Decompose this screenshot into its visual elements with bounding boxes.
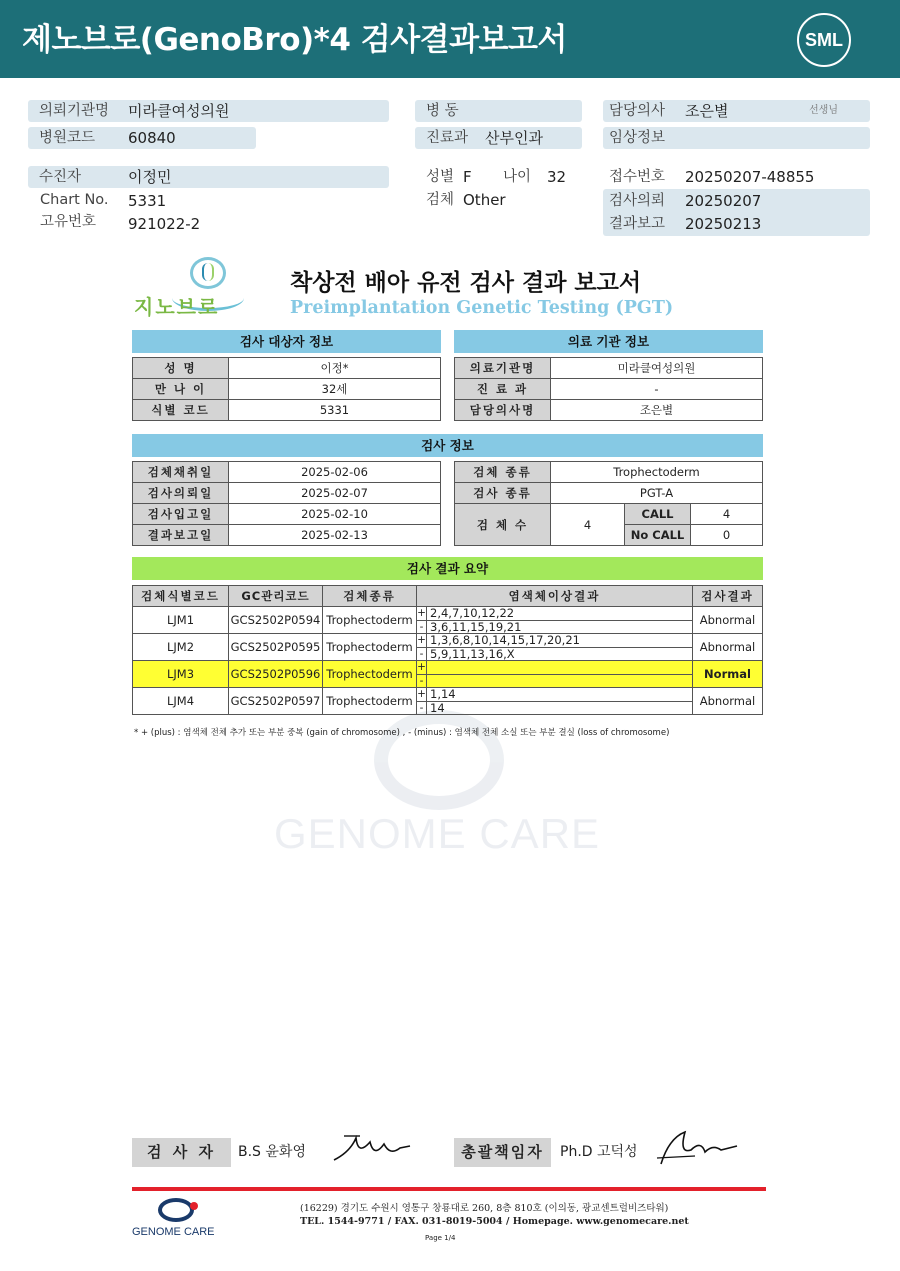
- doctor-box: [603, 100, 870, 122]
- call-value: 4: [691, 504, 763, 525]
- gain-list: 1,14: [430, 687, 456, 701]
- sex-label: 성별: [426, 169, 455, 185]
- specimen-type-cell: Trophectoderm: [323, 607, 417, 634]
- col-result: 검사결과: [693, 586, 763, 607]
- subject-age-label: 만 나 이: [133, 379, 229, 400]
- hospital-code-box: [28, 127, 256, 149]
- logo-text: 지노브로: [134, 295, 220, 319]
- plus-sign: +: [417, 688, 426, 700]
- footnote: * + (plus) : 염색체 전체 추가 또는 부분 중복 (gain of chromosome) , - (minus) : 염색체 전체 소실 또는 부분 결실 (loss of chromosome): [134, 728, 670, 738]
- report-title: 착상전 배아 유전 검사 결과 보고서: [290, 270, 642, 296]
- unique-label: 고유번호: [40, 214, 97, 230]
- hospital-code-value: 60840: [128, 129, 176, 147]
- tester-name: B.S 윤화영: [238, 1144, 306, 1160]
- test-type-label: 검사 종류: [455, 483, 551, 504]
- doctor-label: 담당의사: [609, 103, 666, 119]
- specimen-value: Other: [463, 191, 506, 209]
- chart-label: Chart No.: [40, 192, 109, 208]
- requested-label: 검사의뢰: [609, 193, 666, 209]
- patient-box: [28, 166, 389, 188]
- institution-label: 의뢰기관명: [39, 103, 110, 119]
- collected-date: 2025-02-06: [229, 462, 441, 483]
- ward-box: [415, 100, 582, 122]
- reported-label: 결과보고: [609, 216, 666, 232]
- subject-table: [132, 357, 441, 421]
- requested-value: 20250207: [685, 192, 762, 210]
- loss-list: 5,9,11,13,16,X: [430, 647, 515, 661]
- gc-code: GCS2502P0595: [229, 634, 323, 661]
- gain-list: 1,3,6,8,10,14,15,17,20,21: [430, 633, 580, 647]
- receipt-value: 20250207-48855: [685, 168, 815, 186]
- test-type-table: [454, 461, 763, 546]
- plus-sign: +: [417, 661, 426, 673]
- test-type: PGT-A: [551, 483, 763, 504]
- test-dates-table: [132, 461, 441, 546]
- reported-date: 2025-02-13: [229, 525, 441, 546]
- result-cell: Abnormal: [693, 688, 763, 715]
- chart-value: 5331: [128, 192, 167, 210]
- patient-value: 이정민: [128, 168, 172, 186]
- gc-code: GCS2502P0597: [229, 688, 323, 715]
- dates-box: [603, 189, 870, 236]
- subject-id-label: 식별 코드: [133, 400, 229, 421]
- gain-list: [427, 661, 430, 674]
- genomecare-dot-icon: [190, 1202, 198, 1210]
- subject-name-label: 성 명: [133, 358, 229, 379]
- requested-date-label: 검사의뢰일: [133, 483, 229, 504]
- sample-id: LJM1: [133, 607, 229, 634]
- table-row: [133, 607, 763, 634]
- requested-date: 2025-02-07: [229, 483, 441, 504]
- specimen-type-label: 검체 종류: [455, 462, 551, 483]
- institution-value: 미라클여성의원: [128, 102, 230, 120]
- received-label: 검사입고일: [133, 504, 229, 525]
- col-gc-code: GC관리코드: [229, 586, 323, 607]
- received-date: 2025-02-10: [229, 504, 441, 525]
- subject-age: 32세: [229, 379, 441, 400]
- dept-box: [415, 127, 582, 149]
- result-cell: Abnormal: [693, 607, 763, 634]
- col-chromosome: 염색체이상결과: [417, 586, 693, 607]
- minus-sign: -: [417, 702, 427, 714]
- chromosome-result: [417, 661, 693, 688]
- summary-header: 검사 결과 요약: [132, 557, 763, 580]
- specimen-type-cell: Trophectoderm: [323, 688, 417, 715]
- gc-code: GCS2502P0596: [229, 661, 323, 688]
- table-row-highlighted: [133, 661, 763, 688]
- gain-list: 2,4,7,10,12,22: [430, 606, 515, 620]
- collected-label: 검체채취일: [133, 462, 229, 483]
- nocall-value: 0: [691, 525, 763, 546]
- nocall-label: No CALL: [625, 525, 691, 546]
- test-info-header: 검사 정보: [132, 434, 763, 457]
- gc-code: GCS2502P0594: [229, 607, 323, 634]
- result-cell: Abnormal: [693, 634, 763, 661]
- medical-table: [454, 357, 763, 421]
- watermark-text: GENOME CARE: [274, 810, 601, 857]
- medical-doctor-label: 담당의사명: [455, 400, 551, 421]
- genomecare-mark-icon: [158, 1198, 194, 1222]
- minus-sign: -: [417, 675, 427, 687]
- medical-doctor: 조은별: [551, 400, 763, 421]
- age-value: 32: [547, 168, 567, 186]
- specimen-type: Trophectoderm: [551, 462, 763, 483]
- footer-divider: [132, 1187, 766, 1191]
- unique-value: 921022-2: [128, 215, 201, 233]
- specimen-label: 검체: [426, 192, 455, 208]
- receipt-label: 접수번호: [609, 169, 666, 185]
- medical-institution-label: 의료기관명: [455, 358, 551, 379]
- dept-value: 산부인과: [485, 129, 543, 147]
- genomecare-text: GENOME CARE: [132, 1226, 215, 1238]
- ward-label: 병 동: [426, 103, 459, 119]
- minus-sign: -: [417, 621, 427, 633]
- hospital-code-label: 병원코드: [39, 130, 96, 146]
- age-label: 나이: [503, 169, 532, 185]
- minus-sign: -: [417, 648, 427, 660]
- plus-sign: +: [417, 634, 426, 646]
- page-number: Page 1/4: [425, 1234, 456, 1242]
- loss-list: [427, 675, 430, 687]
- subject-header: 검사 대상자 정보: [132, 330, 441, 353]
- col-specimen: 검체종류: [323, 586, 417, 607]
- table-row: [133, 688, 763, 715]
- chief-name: Ph.D 고덕성: [560, 1144, 638, 1160]
- genobro-logo: [134, 255, 254, 320]
- count-label: 검 체 수: [455, 504, 551, 546]
- summary-table: [132, 585, 763, 715]
- contact-line: TEL. 1544-9771 / FAX. 031-8019-5004 / Homepage. www.genomecare.net: [300, 1216, 689, 1227]
- sml-logo: SML: [797, 13, 851, 67]
- sex-value: F: [463, 168, 472, 186]
- loss-list: 14: [430, 701, 445, 715]
- tester-label: 검 사 자: [132, 1138, 231, 1167]
- chromosome-result: [417, 634, 693, 661]
- page-title: 제노브로(GenoBro)*4 검사결과보고서: [22, 22, 567, 58]
- chromosome-result: [417, 688, 693, 715]
- clinical-box: [603, 127, 870, 149]
- clinical-label: 임상정보: [609, 130, 666, 146]
- sample-id: LJM2: [133, 634, 229, 661]
- dna-icon: [202, 263, 214, 281]
- call-label: CALL: [625, 504, 691, 525]
- subject-id: 5331: [229, 400, 441, 421]
- reported-date-label: 결과보고일: [133, 525, 229, 546]
- sample-id: LJM4: [133, 688, 229, 715]
- col-sample-id: 검체식별코드: [133, 586, 229, 607]
- dept-label: 진료과: [426, 130, 469, 146]
- medical-dept: -: [551, 379, 763, 400]
- medical-dept-label: 진 료 과: [455, 379, 551, 400]
- chief-label: 총괄책임자: [454, 1138, 551, 1167]
- medical-header: 의료 기관 정보: [454, 330, 763, 353]
- medical-institution: 미라클여성의원: [551, 358, 763, 379]
- specimen-type-cell: Trophectoderm: [323, 661, 417, 688]
- table-row: [133, 634, 763, 661]
- chromosome-result: [417, 607, 693, 634]
- subject-name: 이정*: [229, 358, 441, 379]
- footer-address: [300, 1202, 689, 1228]
- doctor-suffix: 선생님: [809, 105, 838, 116]
- report-subtitle: Preimplantation Genetic Testing (PGT): [290, 298, 674, 318]
- patient-label: 수진자: [39, 169, 82, 185]
- watermark-logo-icon: [374, 710, 504, 810]
- institution-box: [28, 100, 389, 122]
- reported-value: 20250213: [685, 215, 762, 233]
- sample-id: LJM3: [133, 661, 229, 688]
- chief-signature: [655, 1128, 740, 1168]
- genomecare-logo: [132, 1198, 227, 1240]
- specimen-type-cell: Trophectoderm: [323, 634, 417, 661]
- doctor-value: 조은별: [685, 102, 729, 120]
- loss-list: 3,6,11,15,19,21: [430, 620, 522, 634]
- tester-signature: [330, 1130, 412, 1166]
- plus-sign: +: [417, 607, 426, 619]
- result-cell: Normal: [693, 661, 763, 688]
- count-value: 4: [551, 504, 625, 546]
- header-bar: [0, 0, 900, 78]
- address-line: (16229) 경기도 수원시 영통구 창룡대로 260, 8층 810호 (이의동, 광교센트럴비즈타워): [300, 1203, 669, 1214]
